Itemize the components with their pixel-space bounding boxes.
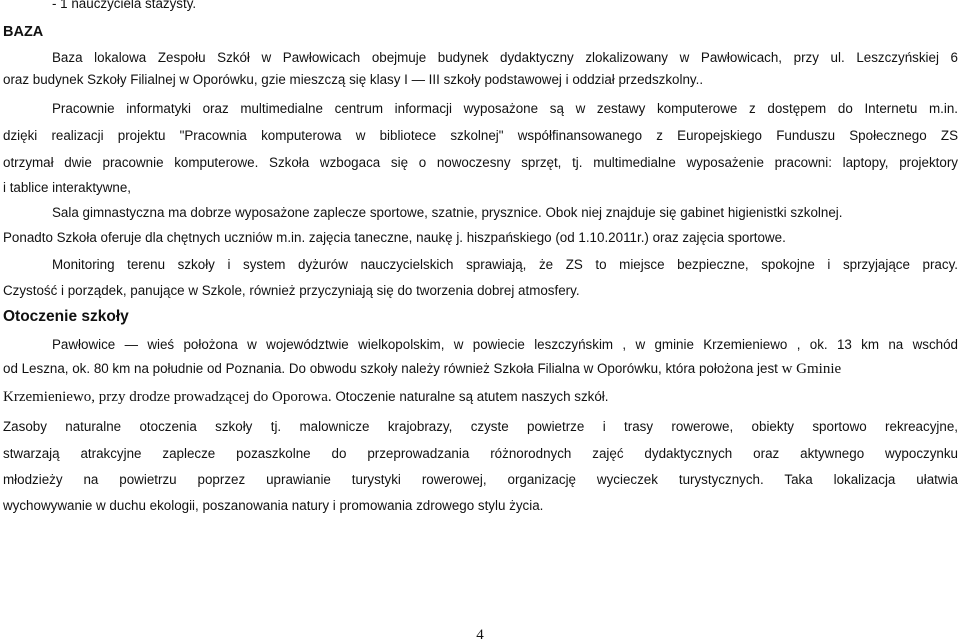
- section-heading-baza: BAZA: [3, 24, 44, 40]
- otoczenie-line-3: [3, 389, 609, 405]
- baza-line-4: dzięki realizacji projektu "Pracownia komputerowa w bibliotece szkolnej" współfinansowanego z Europejskiego Funduszu Społecznego ZS: [3, 128, 958, 143]
- baza-line-10: Czystość i porządek, panujące w Szkole, również przyczyniają się do tworzenia dobrej atmosfery.: [3, 283, 580, 298]
- otoczenie-line-2-serif: w Gminie: [781, 361, 842, 377]
- list-item-trainee-teacher: - 1 nauczyciela stażysty.: [52, 0, 197, 11]
- baza-line-3: Pracownie informatyki oraz multimedialne centrum informacji wyposażone są w zestawy komputerowe z dostępem do Internetu m.in.: [52, 101, 958, 116]
- otoczenie-line-5: stwarzają atrakcyjne zaplecze pozaszkolne do przeprowadzania różnorodnych zajęć dydaktycznych oraz aktywnego wypoczynku: [3, 446, 958, 461]
- baza-line-2: oraz budynek Szkoły Filialnej w Oporówku, gzie mieszczą się klasy I — III szkoły podstawowej i oddział przedszkolny..: [3, 72, 704, 87]
- otoczenie-line-2-text: od Leszna, ok. 80 km na południe od Poznania. Do obwodu szkoły należy również Szkoła Filialna w Oporówku, która położona jest: [3, 361, 782, 376]
- otoczenie-line-6: młodzieży na powietrzu poprzez uprawianie turystyki rowerowej, organizację wycieczek turystycznych. Taka lokalizacja ułatwia: [3, 472, 958, 487]
- baza-line-9: Monitoring terenu szkoły i system dyżurów nauczycielskich sprawiają, że ZS to miejsce bezpieczne, spokojne i sprzyjające pracy.: [52, 257, 958, 272]
- baza-line-7: Sala gimnastyczna ma dobrze wyposażone zaplecze sportowe, szatnie, prysznice. Obok niej znajduje się gabinet higienistki szkolnej.: [52, 205, 843, 220]
- otoczenie-line-3-serif: Krzemieniewo, przy drodze prowadzącej do Oporowa.: [3, 389, 332, 405]
- baza-line-1: Baza lokalowa Zespołu Szkół w Pawłowicach obejmuje budynek dydaktyczny zlokalizowany w Pawłowicach, przy ul. Leszczyńskiej 6: [52, 50, 958, 65]
- baza-line-6: i tablice interaktywne,: [3, 180, 132, 195]
- page-number: 4: [476, 627, 484, 643]
- otoczenie-line-2: [3, 361, 841, 377]
- otoczenie-line-7: wychowywanie w duchu ekologii, poszanowania natury i promowania zdrowego stylu życia.: [3, 498, 544, 513]
- otoczenie-line-4: Zasoby naturalne otoczenia szkoły tj. malownicze krajobrazy, czyste powietrze i trasy rowerowe, obiekty sportowo rekreacyjne,: [3, 419, 958, 434]
- otoczenie-line-1: Pawłowice — wieś położona w województwie wielkopolskim, w powiecie leszczyńskim , w gminie Krzemieniewo , ok. 13 km na wschód: [52, 337, 958, 352]
- section-heading-otoczenie: Otoczenie szkoły: [3, 308, 129, 325]
- baza-line-8: Ponadto Szkoła oferuje dla chętnych uczniów m.in. zajęcia taneczne, naukę j. hiszpańskiego (od 1.10.2011r.) oraz zajęcia sportowe.: [3, 230, 786, 245]
- baza-line-5: otrzymał dwie pracownie komputerowe. Szkoła wzbogaca się o nowoczesny sprzęt, tj. multimedialne wyposażenie pracowni: laptopy, projektory: [3, 155, 958, 170]
- otoczenie-line-3-text: Otoczenie naturalne są atutem naszych szkół.: [331, 389, 609, 404]
